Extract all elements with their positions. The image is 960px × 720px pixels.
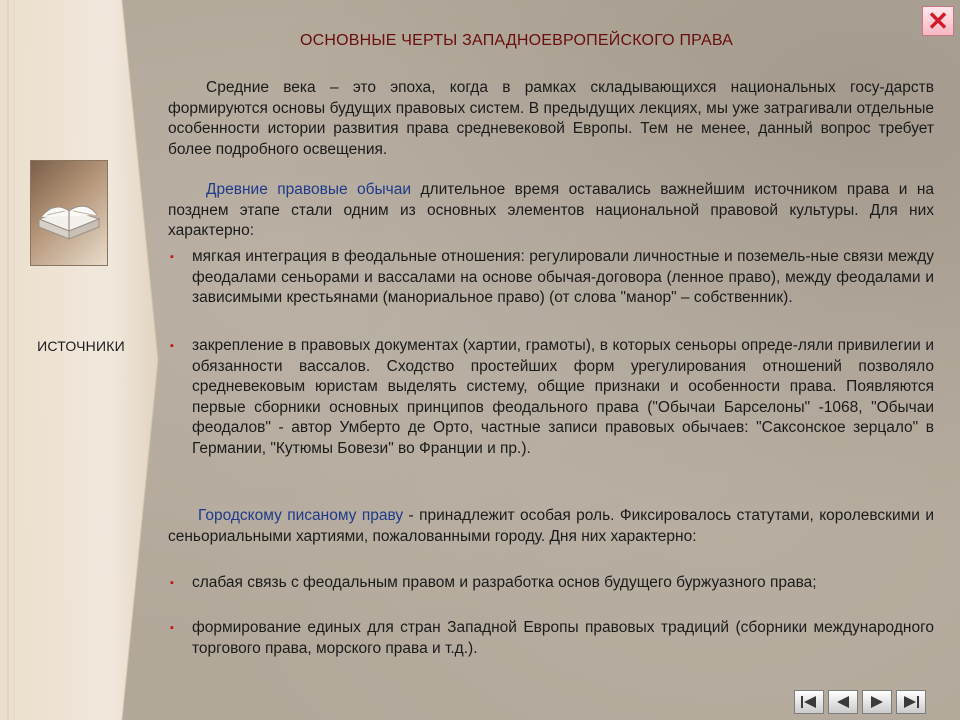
close-icon: ✕ [927, 6, 949, 36]
section-city-law-paragraph [168, 506, 934, 547]
bullet-icon: ▪ [170, 622, 174, 634]
sidebar-label-sources[interactable]: ИСТОЧНИКИ [37, 338, 125, 354]
first-slide-icon [799, 694, 819, 710]
open-book-icon [30, 160, 108, 266]
list-item [168, 573, 934, 594]
section-city-law-text: - принадлежит особая роль. Фиксировалось статутами, королевскими и сеньориальными хартиями, пожалованными городу. Дня них характерно: [168, 507, 934, 545]
bullet-text: формирование единых для стран Западной Европы правовых традиций (сборники международного торгового права, морского права и т.д.). [192, 619, 934, 657]
slide-navigation [794, 690, 926, 714]
close-button[interactable] [922, 6, 954, 36]
last-slide-icon [901, 694, 921, 710]
bullet-icon: ▪ [170, 577, 174, 589]
intro-paragraph [168, 78, 934, 160]
intro-text: Средние века – это эпоха, когда в рамках складывающихся национальных госу-дарств формируются основы будущих правовых систем. В предыдущих лекциях, мы уже затрагивали отдельные особенности истории развития права средневековой Европы. Тем не менее, данный вопрос требует более подробного освещения. [168, 79, 934, 158]
page-title: ОСНОВНЫЕ ЧЕРТЫ ЗАПАДНОЕВРОПЕЙСКОГО ПРАВА [300, 32, 734, 49]
section-customs-text: длительное время оставались важнейшим источником права и на позднем этапе стали одним из основных элементов национальной правовой культуры. Для них характерно: [168, 181, 934, 239]
section-customs-lead: Древние правовые обычаи [206, 181, 412, 198]
last-slide-button[interactable] [896, 690, 926, 714]
bullet-text: мягкая интеграция в феодальные отношения: регулировали личностные и поземель-ные связи между феодалами сеньорами и вассалами на основе обычая-договора (ленное право), между феодалами и зависимыми крестьянами (манориальное право) (от слова "манор" – собственник). [192, 248, 934, 306]
previous-slide-button[interactable] [828, 690, 858, 714]
next-slide-button[interactable] [862, 690, 892, 714]
bullet-text: слабая связь с феодальным правом и разработка основ будущего буржуазного права; [192, 574, 817, 591]
previous-slide-icon [833, 694, 853, 710]
next-slide-icon [867, 694, 887, 710]
bullet-text: закрепление в правовых документах (хартии, грамоты), в которых сеньоры опреде-ляли привилегии и обязанности вассалов. Сходство простейших форм урегулирования отношений позволяло средневековым юристам выделять систему, общие признаки и особенности права. Появляются первые сборники основных принципов феодального права ("Обычаи Барселоны" -1068, "Обычаи феодалов" - автор Умберто де Орто, частные записи правовых обычаев: "Саксонское зерцало" в Германии, "Кутюмы Бовези" во Франции и пр.). [192, 337, 934, 457]
list-item [168, 336, 934, 459]
section-customs-paragraph [168, 180, 934, 242]
bullet-icon: ▪ [170, 251, 174, 263]
sidebar-arrow-panel [0, 0, 160, 720]
list-item [168, 247, 934, 309]
list-item [168, 618, 934, 659]
section-city-law-lead: Городскому писаному праву [198, 507, 404, 524]
bullet-icon: ▪ [170, 340, 174, 352]
first-slide-button[interactable] [794, 690, 824, 714]
